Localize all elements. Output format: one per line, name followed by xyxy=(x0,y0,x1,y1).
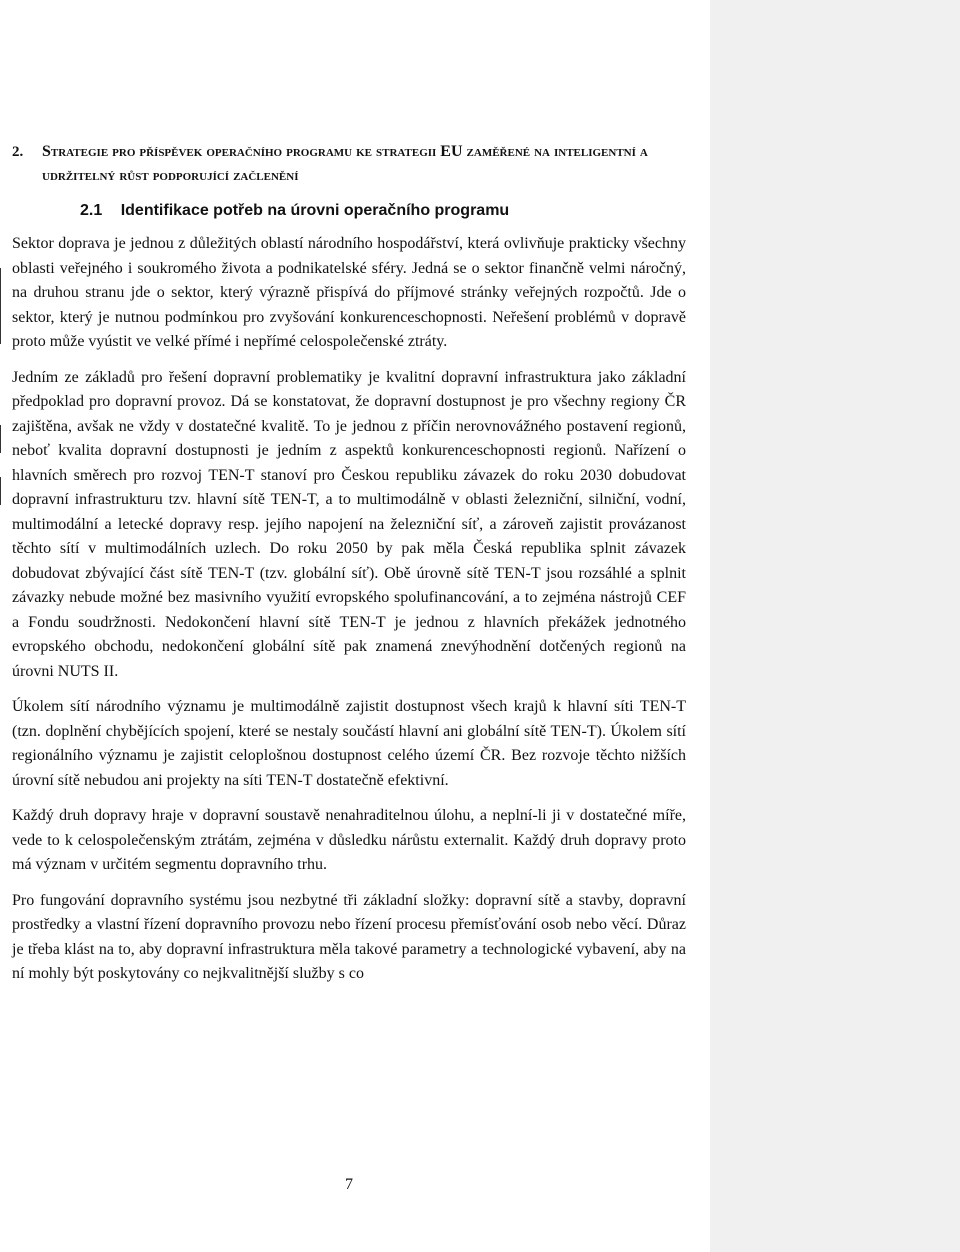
chapter-number: 2. xyxy=(12,144,24,160)
paragraph: Každý druh dopravy hraje v dopravní soustavě nenahraditelnou úlohu, a neplní-li ji v dostatečné míře, vede to k celospolečenským ztrátám, zejména v důsledku nárůstu externalit. Každý druh dopravy proto má význam v určitém segmentu dopravního trhu. xyxy=(12,807,686,873)
change-bar xyxy=(0,425,1,453)
section-heading xyxy=(80,200,686,222)
paragraph: Jedním ze základů pro řešení dopravní problematiky je kvalitní dopravní infrastruktura jako základní předpoklad pro dopravní provoz. Dá se konstatovat, že dopravní dostupnost je pro všechny regiony ČR zajištěna, avšak ne vždy v dostatečné kvalitě. To je jednou z příčin nerovnovážného postavení regionů, neboť kvalita dopravní dostupnosti je jedním z aspektů konkurenceschopnosti regionů. Nařízení o hlavních směrech pro rozvoj TEN-T stanoví pro Českou republiku závazek do roku 2030 dobudovat dopravní infrastrukturu tzv. hlavní sítě TEN-T, a to multimodálně v oblasti železniční, silniční, vodní, multimodální a letecké dopravy resp. jejího napojení na železniční síť, a zároveň zajistit provázanost těchto sítí v multimodálních uzlech. Do roku 2050 by pak měla Česká republika splnit závazek dobudovat zbývající část sítě TEN-T (tzv. globální síť). Obě úrovně sítě TEN-T jsou rozsáhlé a splnit závazky nebude možné bez masivního využití evropského spolufinancování, a to zejména nástrojů CEF a Fondu soudržnosti. Nedokončení hlavní sítě TEN-T je jednou z hlavních překážek jednotného evropského obchodu, nedokončení globální sítě pak znamená znevýhodnění dotčených regionů na úrovni NUTS II. xyxy=(12,368,686,680)
section-number: 2.1 xyxy=(80,202,103,219)
paragraph: Pro fungování dopravního systému jsou nezbytné tři základní složky: dopravní sítě a stavby, dopravní prostředky a vlastní řízení dopravního provozu nebo řízení procesu přemísťování osob nebo věcí. Důraz je třeba klást na to, aby dopravní infrastruktura měla takové parametry a technologické vybavení, aby na ní mohly být poskytovány co nejkvalitnější služby s co xyxy=(12,891,686,982)
chapter-heading xyxy=(12,140,686,188)
comment-pane xyxy=(710,0,960,1252)
change-bar xyxy=(0,477,1,505)
paragraph: Úkolem sítí národního významu je multimodálně zajistit dostupnost všech krajů k hlavní síti TEN-T (tzn. doplnění chybějících spojení, které se nestaly součástí hlavní ani globální sítě TEN-T). Úkolem sítí regionálního významu je zajistit celoplošnou dostupnost celého území ČR. Bez rozvoje těchto nižších úrovní sítě nebudou ani projekty na síti TEN-T dostatečně efektivní. xyxy=(12,698,686,789)
document-page xyxy=(12,140,686,998)
chapter-title: Strategie pro příspěvek operačního programu ke strategii EU zaměřené na inteligentní a udržitelný růst podporující začlenění xyxy=(42,143,648,184)
paragraph: Sektor doprava je jednou z důležitých oblastí národního hospodářství, která ovlivňuje prakticky všechny oblasti veřejného i soukromého života a podnikatelské sféry. Jedná se o sektor finančně velmi náročný, na druhou stranu jde o sektor, který výrazně přispívá do příjmové stránky veřejných rozpočtů. Jde o sektor, který je nutnou podmínkou pro zvyšování konkurenceschopnosti. Neřešení problémů v dopravě proto může vyústit ve velké přímé i nepřímé celospolečenské ztráty. xyxy=(12,235,686,350)
change-bar xyxy=(0,268,1,344)
section-title: Identifikace potřeb na úrovni operačního programu xyxy=(120,202,510,219)
page-number: 7 xyxy=(345,1176,353,1193)
